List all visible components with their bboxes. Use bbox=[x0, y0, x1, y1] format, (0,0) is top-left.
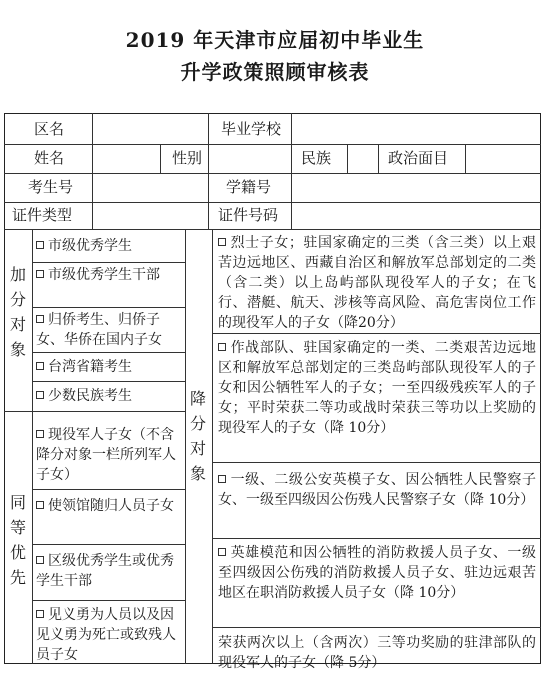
lower-score-item[interactable] bbox=[218, 233, 536, 333]
bonus-group-label: 加分对象 bbox=[9, 265, 26, 359]
bonus-item[interactable] bbox=[36, 310, 183, 350]
lower-score-item-text: 烈士子女；驻国家确定的三类（含三类）以上艰苦边远地区、西藏自治区和解放军总部划定的二类（含二类）以上岛屿部队现役军人的子女；在飞行、潜艇、航天、涉核等高风险、高危害岗位工作的现役军人的子女（降20分） bbox=[218, 235, 536, 331]
checkbox-icon[interactable] bbox=[218, 343, 226, 351]
lower-score-item-text: 作战部队、驻国家确定的一类、二类艰苦边远地区和解放军总部划定的三类岛屿部队现役军人的子女和因公牺牲军人的子女；一至四级残疾军人的子女；平时荣获二等功或战时荣获三等功以上奖励的现役军人的子女（降 10分） bbox=[218, 340, 536, 436]
item-divider bbox=[32, 489, 185, 490]
checkbox-icon[interactable] bbox=[36, 501, 44, 509]
political-status-label: 政治面目 bbox=[388, 149, 449, 167]
bonus-item-text: 少数民族考生 bbox=[48, 388, 132, 404]
col-divider bbox=[92, 113, 93, 229]
item-divider bbox=[212, 627, 541, 628]
checkbox-icon[interactable] bbox=[218, 475, 226, 483]
row-divider bbox=[4, 229, 541, 230]
id-number-label: 证件号码 bbox=[218, 206, 279, 224]
col-divider bbox=[32, 229, 33, 664]
exam-number-label: 考生号 bbox=[28, 178, 74, 196]
equal-priority-item[interactable] bbox=[36, 425, 183, 485]
lower-score-item-text: 一级、二级公安英模子女、因公牺牲人民警察子女、一级至四级因公伤残人民警察子女（降 10分） bbox=[218, 472, 536, 508]
lower-score-group-label: 降分对象 bbox=[189, 389, 206, 483]
form-title-line1: 2019 年天津市应届初中毕业生 bbox=[125, 28, 425, 52]
checkbox-icon[interactable] bbox=[36, 391, 44, 399]
equal-priority-item-text: 见义勇为人员以及因见义勇为死亡或致残人员子女 bbox=[36, 607, 176, 663]
group-divider bbox=[4, 411, 185, 412]
ethnicity-label: 民族 bbox=[301, 149, 332, 167]
lower-score-item-text: 荣获两次以上（含两次）三等功奖励的驻津部队的现役军人的子女（降 5分） bbox=[218, 635, 536, 671]
bonus-item[interactable] bbox=[36, 236, 183, 256]
bonus-item-text: 台湾省籍考生 bbox=[48, 359, 132, 375]
bonus-item[interactable] bbox=[36, 265, 183, 285]
checkbox-icon[interactable] bbox=[36, 430, 44, 438]
lower-score-item-text: 英雄模范和因公牺牲的消防救援人员子女、一级至四级因公伤残的消防救援人员子女、驻边远艰苦地区在职消防救援人员子女（降 10分） bbox=[218, 545, 536, 601]
item-divider bbox=[212, 333, 541, 334]
item-divider bbox=[32, 352, 185, 353]
equal-priority-item-text: 区级优秀学生或优秀学生干部 bbox=[36, 553, 174, 589]
item-divider bbox=[32, 307, 185, 308]
equal-priority-item[interactable] bbox=[36, 496, 183, 516]
checkbox-icon[interactable] bbox=[218, 548, 226, 556]
col-divider bbox=[378, 144, 379, 173]
checkbox-icon[interactable] bbox=[36, 362, 44, 370]
equal-priority-item[interactable] bbox=[36, 551, 183, 591]
col-divider bbox=[291, 113, 292, 229]
id-type-label: 证件类型 bbox=[12, 206, 73, 224]
checkbox-icon[interactable] bbox=[218, 238, 226, 246]
item-divider bbox=[212, 538, 541, 539]
row-divider bbox=[4, 144, 541, 145]
bonus-item-text: 归侨考生、归侨子女、华侨在国内子女 bbox=[36, 312, 162, 348]
lower-score-item[interactable] bbox=[218, 543, 536, 603]
lower-score-item[interactable] bbox=[218, 633, 536, 673]
item-divider bbox=[32, 262, 185, 263]
checkbox-icon[interactable] bbox=[36, 556, 44, 564]
row-divider bbox=[4, 202, 541, 203]
bonus-item-text: 市级优秀学生 bbox=[48, 238, 132, 254]
lower-score-item[interactable] bbox=[218, 470, 536, 510]
bonus-item-text: 市级优秀学生干部 bbox=[48, 267, 160, 283]
col-divider bbox=[185, 229, 186, 664]
bonus-item[interactable] bbox=[36, 386, 183, 406]
item-divider bbox=[32, 381, 185, 382]
col-divider bbox=[160, 144, 161, 173]
gender-label: 性别 bbox=[172, 149, 203, 167]
equal-priority-item-text: 现役军人子女（不含降分对象一栏所列军人子女） bbox=[36, 427, 176, 483]
name-label: 姓名 bbox=[34, 149, 65, 167]
item-divider bbox=[212, 462, 541, 463]
col-divider bbox=[347, 144, 348, 173]
col-divider bbox=[212, 229, 213, 664]
bonus-item[interactable] bbox=[36, 357, 183, 377]
equal-priority-group-label: 同等优先 bbox=[9, 493, 26, 587]
checkbox-icon[interactable] bbox=[36, 270, 44, 278]
checkbox-icon[interactable] bbox=[36, 241, 44, 249]
checkbox-icon[interactable] bbox=[36, 610, 44, 618]
item-divider bbox=[32, 544, 185, 545]
col-divider bbox=[208, 113, 209, 229]
item-divider bbox=[32, 600, 185, 601]
school-label: 毕业学校 bbox=[221, 120, 282, 138]
form-title-line2: 升学政策照顾审核表 bbox=[180, 60, 370, 84]
student-number-label: 学籍号 bbox=[226, 178, 272, 196]
equal-priority-item[interactable] bbox=[36, 605, 183, 665]
district-label: 区名 bbox=[34, 120, 65, 138]
col-divider bbox=[465, 144, 466, 173]
equal-priority-item-text: 使领馆随归人员子女 bbox=[48, 498, 174, 514]
lower-score-item[interactable] bbox=[218, 338, 536, 438]
row-divider bbox=[4, 173, 541, 174]
checkbox-icon[interactable] bbox=[36, 315, 44, 323]
